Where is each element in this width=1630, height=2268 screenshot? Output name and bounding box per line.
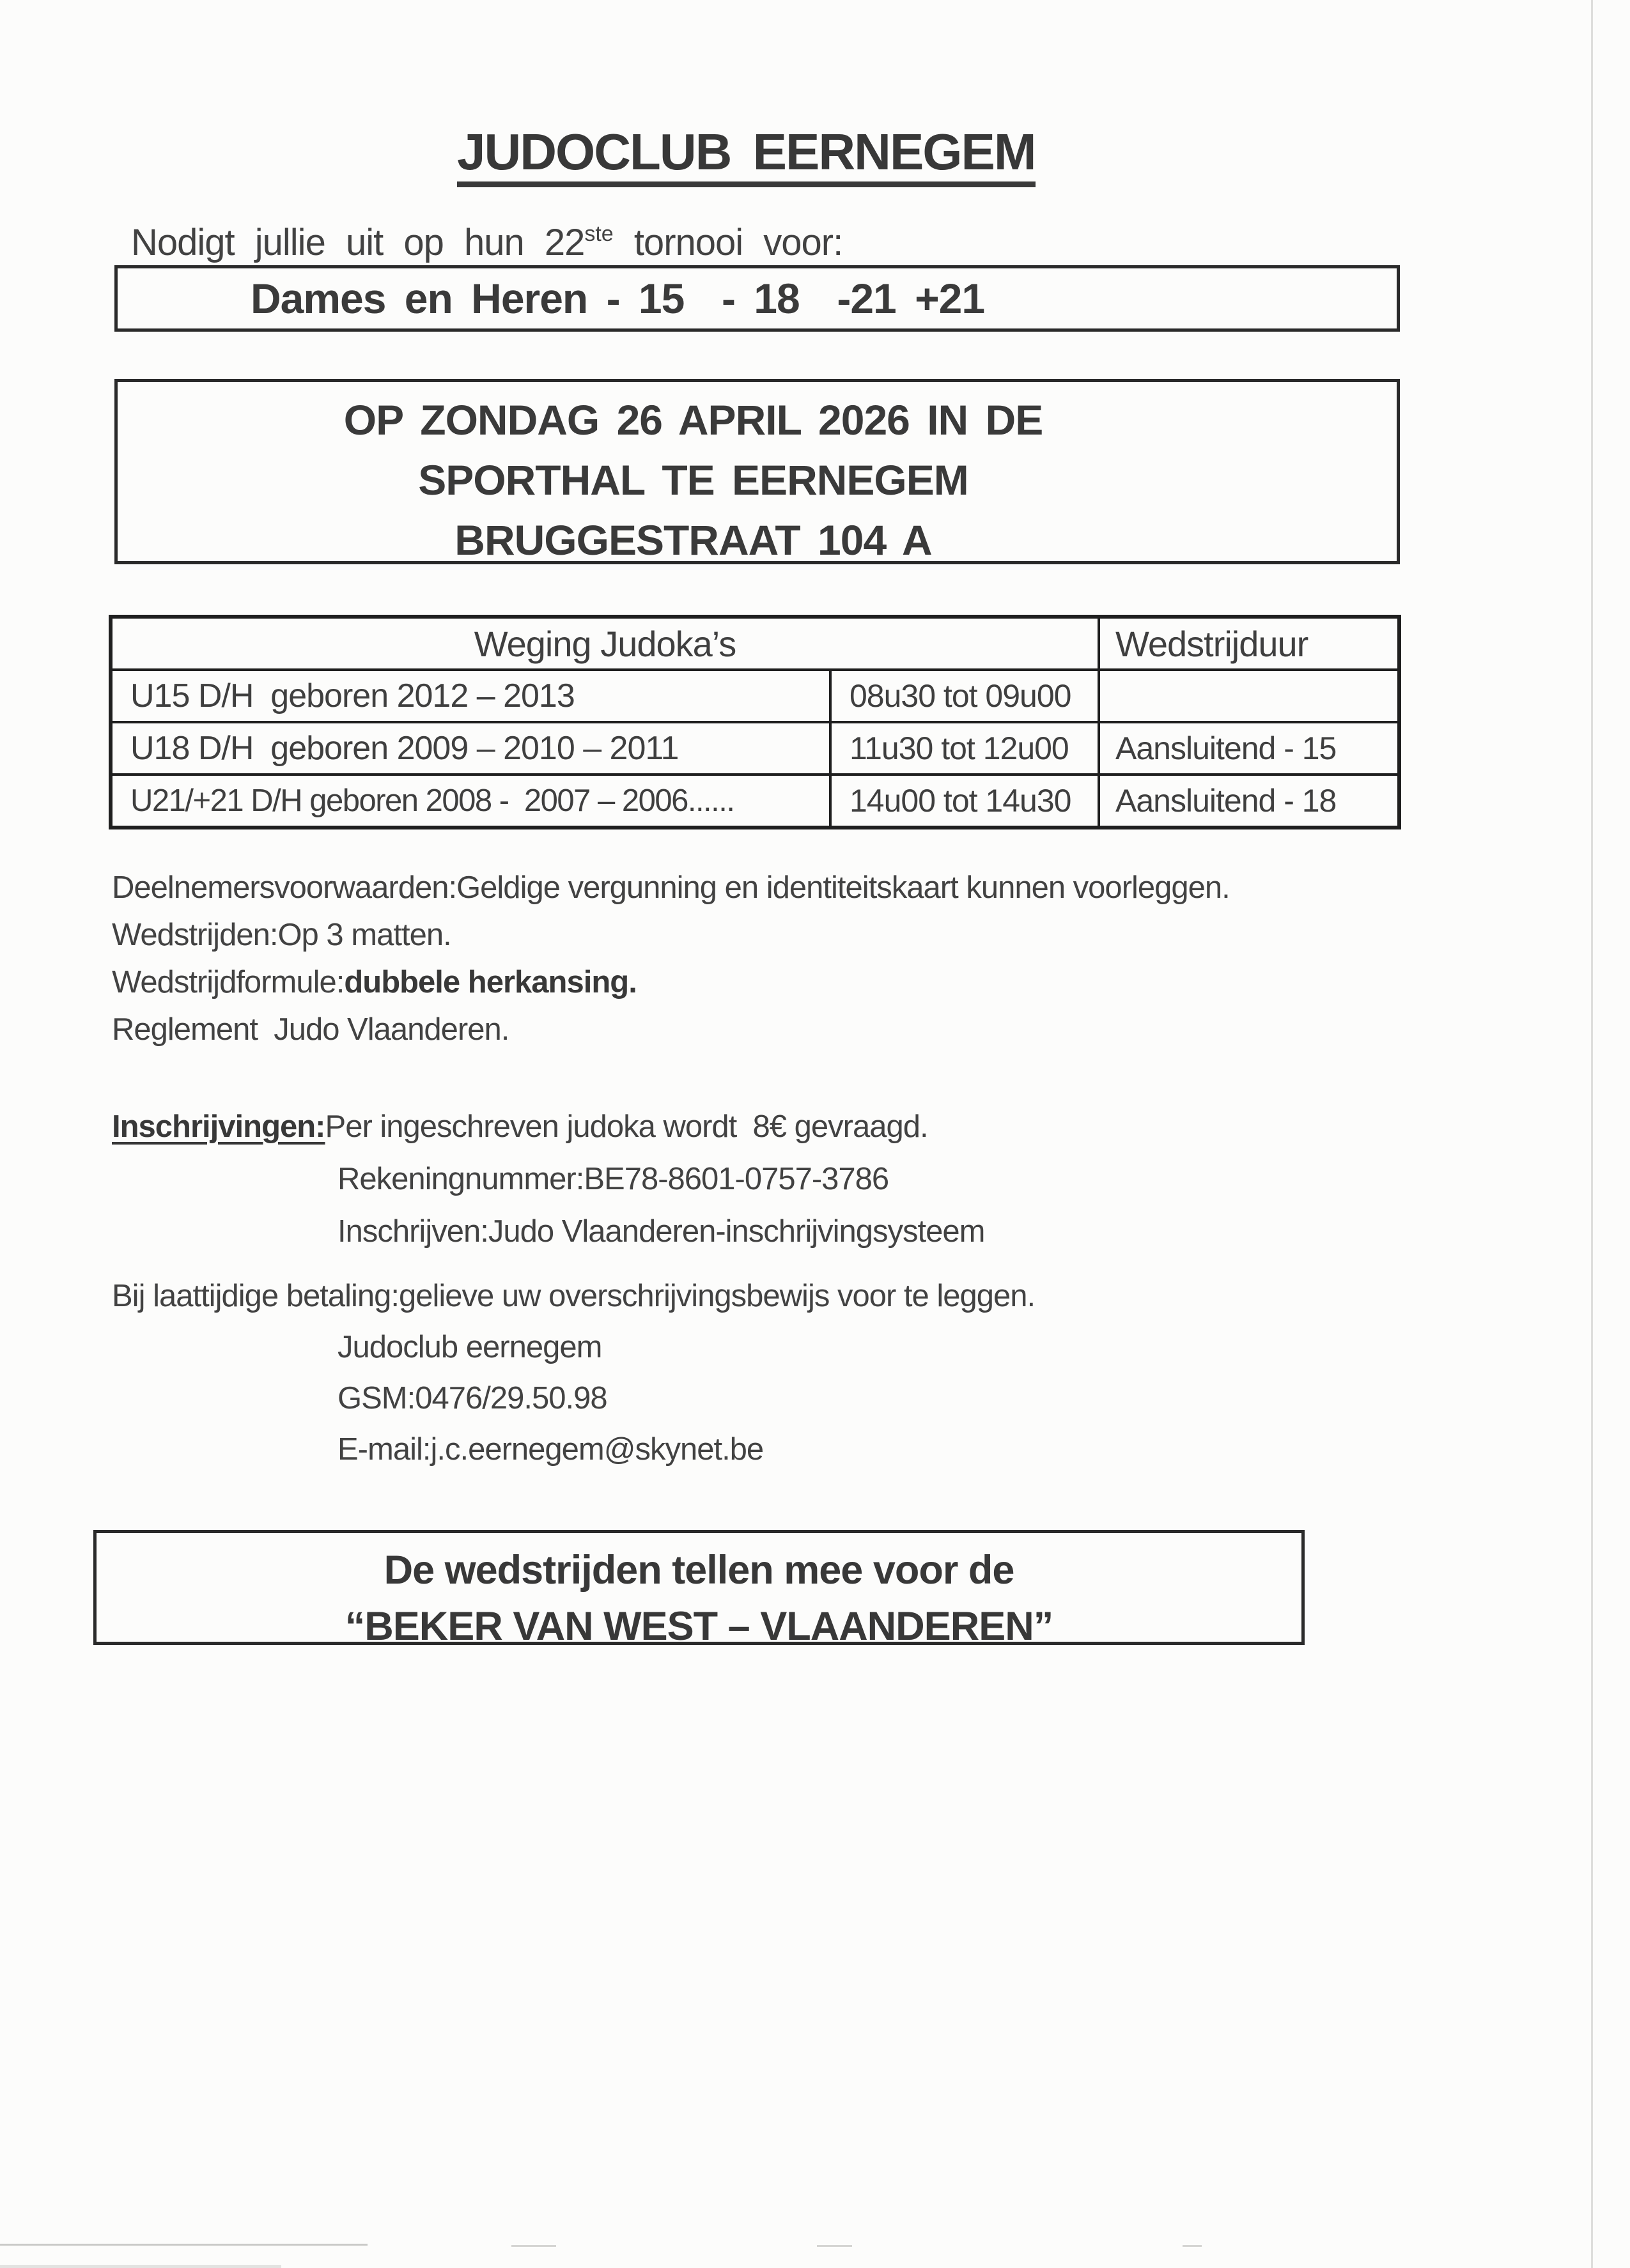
category-box	[114, 265, 1400, 332]
formula-value: dubbele herkansing.	[344, 965, 637, 999]
table-cell-weigh-time: 11u30 tot 12u00	[830, 722, 1099, 775]
table-row-u18	[111, 722, 1399, 775]
table-cell-weigh-time: 14u00 tot 14u30	[830, 775, 1099, 828]
table-cell-category: U15 D/H geboren 2012 – 2013	[111, 670, 830, 722]
registration-fee-line	[112, 1100, 984, 1153]
invite-ordinal-suffix: ste	[584, 222, 614, 246]
event-date-line: OP ZONDAG 26 APRIL 2026 IN DE	[343, 396, 1043, 444]
invite-text-post: tornooi voor:	[613, 222, 843, 263]
cup-box-line1: De wedstrijden tellen mee voor de	[384, 1548, 1014, 1593]
late-payment-block	[112, 1270, 1035, 1475]
registration-block	[112, 1100, 984, 1258]
invite-line	[131, 222, 842, 263]
category-box-text: Dames en Heren - 15 - 18 -21 +21	[251, 275, 985, 322]
conditions-formula-line	[112, 959, 1230, 1006]
cup-box	[93, 1530, 1305, 1649]
registration-fee-text: Per ingeschreven judoka wordt 8€ gevraagd.	[325, 1109, 928, 1144]
late-payment-email: E-mail:j.c.eernegem@skynet.be	[338, 1432, 764, 1467]
registration-label: Inschrijvingen:	[112, 1109, 325, 1144]
conditions-participants-line: Deelnemersvoorwaarden:Geldige vergunning en identiteitskaart kunnen voorleggen.	[112, 870, 1230, 905]
table-cell-duration	[1099, 670, 1399, 722]
schedule-header-row	[111, 617, 1399, 670]
scan-bottom-strip	[0, 2265, 281, 2268]
cup-box-content	[97, 1533, 1301, 1655]
scan-bottom-dash	[1183, 2245, 1202, 2247]
late-payment-gsm: GSM:0476/29.50.98	[338, 1381, 607, 1416]
table-header-weging: Weging Judoka’s	[111, 617, 1099, 670]
registration-method-line: Inschrijven:Judo Vlaanderen-inschrijvingsysteem	[338, 1214, 985, 1249]
scan-bottom-line	[0, 2244, 368, 2246]
conditions-mats-line: Wedstrijden:Op 3 matten.	[112, 918, 451, 952]
table-header-wedstrijduur: Wedstrijduur	[1099, 617, 1399, 670]
scan-bottom-dash	[817, 2245, 852, 2247]
schedule-table	[109, 615, 1401, 829]
table-row-u21	[111, 775, 1399, 828]
table-row-u15	[111, 670, 1399, 722]
table-cell-duration: Aansluitend - 18	[1099, 775, 1399, 828]
conditions-rules-line: Reglement Judo Vlaanderen.	[112, 1012, 509, 1047]
scan-bottom-dash	[511, 2245, 556, 2247]
table-cell-duration: Aansluitend - 15	[1099, 722, 1399, 775]
table-cell-weigh-time: 08u30 tot 09u00	[830, 670, 1099, 722]
event-box	[114, 379, 1400, 564]
late-payment-line: Bij laattijdige betaling:gelieve uw overschrijvingsbewijs voor te leggen.	[112, 1279, 1036, 1313]
table-cell-category: U21/+21 D/H geboren 2008 - 2007 – 2006......	[111, 775, 830, 828]
formula-label: Wedstrijdformule:	[112, 965, 345, 999]
event-box-content	[118, 382, 1397, 570]
late-payment-club: Judoclub eernegem	[338, 1330, 602, 1364]
invite-text-pre: Nodigt jullie uit op hun 22	[131, 222, 585, 263]
registration-account-line: Rekeningnummer:BE78-8601-0757-3786	[338, 1162, 889, 1196]
page-title: JUDOCLUB EERNEGEM	[457, 127, 1036, 187]
table-cell-category: U18 D/H geboren 2009 – 2010 – 2011	[111, 722, 830, 775]
scan-edge-shadow	[1591, 0, 1593, 2268]
conditions-block	[112, 864, 1230, 1053]
cup-box-line2: “BEKER VAN WEST – VLAANDEREN”	[345, 1604, 1053, 1649]
event-address-line: BRUGGESTRAAT 104 A	[454, 516, 932, 564]
event-venue-line: SPORTHAL TE EERNEGEM	[418, 456, 968, 504]
